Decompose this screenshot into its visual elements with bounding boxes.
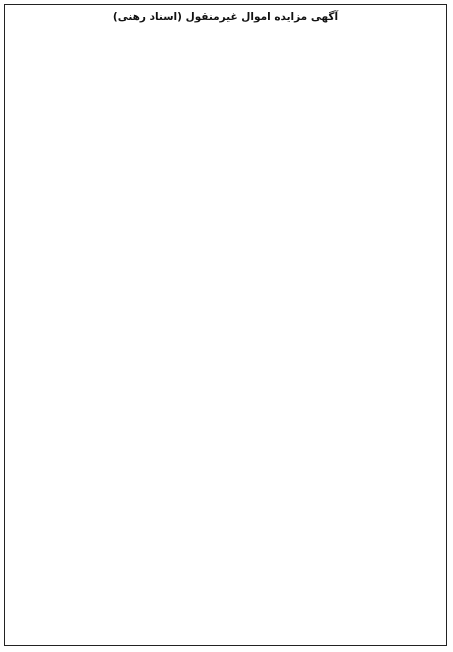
auction-notice: [4, 4, 447, 646]
notice-title: آگهی مزایده اموال غیرمنقول (اسناد رهنی): [112, 11, 339, 23]
